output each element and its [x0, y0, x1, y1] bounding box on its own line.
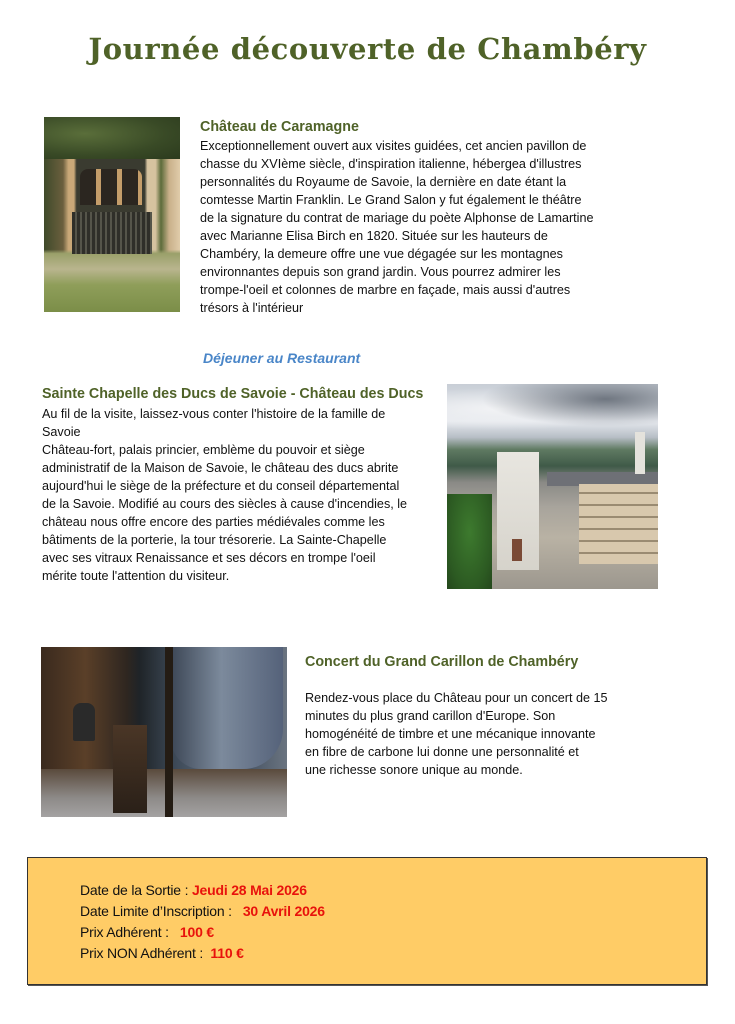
- text-line: comtesse Martin Franklin. Le Grand Salon y fut également le théâtre: [200, 193, 582, 207]
- photo-detail-door: [512, 539, 522, 561]
- photo-detail-console: [113, 725, 147, 813]
- text-line: minutes du plus grand carillon d'Europe. Son: [305, 709, 556, 723]
- text-line: personnalités du Royaume de Savoie, la dernière en date étant la: [200, 175, 567, 189]
- photo-chateau-des-ducs: [447, 384, 658, 589]
- text-line: de la signature du contrat de mariage du poète Alphonse de Lamartine: [200, 211, 594, 225]
- photo-grand-carillon: [41, 647, 287, 817]
- page-title: Journée découverte de Chambéry: [88, 32, 647, 66]
- text-line: trésors à l'intérieur: [200, 301, 304, 315]
- text-line: aujourd'hui le siège de la préfecture et du conseil départemental: [42, 479, 400, 493]
- text-line: une richesse sonore unique au monde.: [305, 763, 523, 777]
- text-line: administratif de la Maison de Savoie, le château des ducs abrite: [42, 461, 399, 475]
- photo-detail-pillar: [165, 647, 173, 817]
- lunch-note: Déjeuner au Restaurant: [203, 350, 361, 366]
- info-label: Prix NON Adhérent :: [80, 945, 211, 961]
- text-line: chasse du XVIème siècle, d'inspiration italienne, hébergea d'illustres: [200, 157, 582, 171]
- photo-detail-arches: [80, 169, 142, 205]
- text-line: Au fil de la visite, laissez-vous conter l'histoire de la famille de: [42, 407, 386, 421]
- info-label: Date de la Sortie :: [80, 882, 192, 898]
- text-line: en fibre de carbone lui donne une personnalité et: [305, 745, 579, 759]
- section-text-carillon: [305, 689, 607, 779]
- info-value: 110 €: [210, 945, 244, 961]
- text-line: Savoie: [42, 425, 81, 439]
- text-line: de la Savoie. Modifié au cours des siècles à cause d'incendies, le: [42, 497, 408, 511]
- text-line: trompe-l'oeil et colonnes de marbre en façade, mais aussi d'autres: [200, 283, 571, 297]
- section-heading-carillon: Concert du Grand Carillon de Chambéry: [305, 654, 579, 670]
- text-line: bâtiments de la porterie, la tour trésorerie. La Sainte-Chapelle: [42, 533, 387, 547]
- section-heading-chateau-des-ducs: Sainte Chapelle des Ducs de Savoie - Château des Ducs: [42, 386, 424, 402]
- photo-detail-gate: [72, 212, 152, 254]
- info-label: Date Limite d’Inscription :: [80, 903, 236, 919]
- text-line: homogénéité de timbre et une mécanique innovante: [305, 727, 596, 741]
- info-label: Prix Adhérent :: [80, 924, 180, 940]
- photo-detail-building: [579, 484, 658, 564]
- photo-detail-bell: [171, 647, 283, 769]
- text-line: environnantes depuis son grand jardin. Vous pourrez admirer les: [200, 265, 561, 279]
- text-line: mérite toute l'attention du visiteur.: [42, 569, 230, 583]
- info-prix-non-adherent: [80, 945, 244, 961]
- photo-chateau-caramagne: [44, 117, 180, 312]
- photo-detail-tower: [635, 432, 645, 474]
- text-line: Château-fort, palais princier, emblème du pouvoir et siège: [42, 443, 365, 457]
- text-line: Exceptionnellement ouvert aux visites guidées, cet ancien pavillon de: [200, 139, 587, 153]
- text-line: château nous offre encore des parties médiévales comme les: [42, 515, 385, 529]
- text-line: Chambéry, la demeure offre une vue dégagée sur les montagnes: [200, 247, 563, 261]
- section-text-caramagne: [200, 137, 593, 317]
- photo-detail-floor: [41, 769, 287, 817]
- info-value: Jeudi 28 Mai 2026: [191, 882, 307, 898]
- section-text-chateau-des-ducs: [42, 405, 407, 585]
- photo-detail-sky: [447, 384, 658, 434]
- info-date-sortie: [80, 882, 307, 898]
- photo-detail-trees: [44, 117, 180, 159]
- text-line: avec Marianne Elisa Birch en 1820. Située sur les hauteurs de: [200, 229, 548, 243]
- text-line: Rendez-vous place du Château pour un concert de 15: [305, 691, 608, 705]
- photo-detail-carillonneur: [73, 703, 95, 741]
- text-line: avec ses vitraux Renaissance et ses décors en trompe l'oeil: [42, 551, 376, 565]
- info-value: 100 €: [179, 924, 214, 940]
- photo-detail-trees: [447, 494, 492, 589]
- info-prix-adherent: [80, 924, 214, 940]
- section-heading-caramagne: Château de Caramagne: [200, 119, 359, 135]
- info-date-limite: [80, 903, 325, 919]
- info-box: [27, 857, 707, 985]
- info-value: 30 Avril 2026: [235, 903, 325, 919]
